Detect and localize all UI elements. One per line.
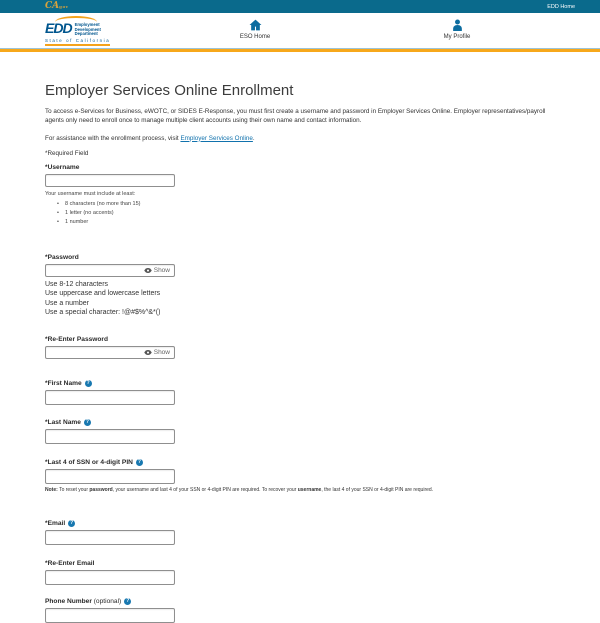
nav-eso-home[interactable] [220, 19, 290, 40]
site-header [0, 13, 600, 49]
first-name-label [45, 380, 555, 387]
reenter-email-label: *Re-Enter Email [45, 559, 95, 567]
reenter-email-field-group [45, 560, 555, 585]
edd-dept-line: Employment [74, 22, 100, 27]
email-input[interactable] [45, 530, 175, 545]
email-label [45, 520, 555, 527]
username-label: *Username [45, 163, 80, 171]
note-text: , your username and last 4 of your SSN or 4-digit PIN are required. To recover your [112, 486, 298, 493]
nav-eso-home-label: ESO Home [239, 34, 271, 40]
phone-optional-text: (optional) [91, 597, 122, 605]
edd-logo-tagline: State of California [45, 38, 110, 47]
password-rule: Use a special character: !@#$%^&*() [45, 309, 161, 317]
show-password-label: Show [153, 266, 170, 274]
ssn-pin-help-icon[interactable]: ? [137, 458, 141, 465]
reenter-password-input[interactable] [46, 349, 142, 356]
last-name-input[interactable] [45, 429, 175, 444]
email-label-text: *Email [45, 519, 66, 527]
last-name-label [45, 419, 555, 426]
assistance-line [45, 135, 555, 142]
email-field-group [45, 520, 555, 545]
intro-paragraph: To access e-Services for Business, eWOTC, or SIDES E-Response, you must first create a username and password in Employer Services Online. Employer representatives/payroll agents only need to enroll once to manage multiple client accounts using their own name and contact information. [45, 108, 546, 124]
reenter-password-label: *Re-Enter Password [45, 335, 109, 343]
phone-field-group [45, 598, 555, 623]
reenter-password-field-group [45, 336, 555, 359]
ssn-pin-note [45, 487, 555, 493]
note-bold: username [297, 486, 322, 493]
nav-my-profile-label: My Profile [443, 34, 471, 40]
last-name-label-text: *Last Name [45, 418, 81, 426]
first-name-help-icon[interactable]: ? [86, 379, 90, 386]
reenter-email-input[interactable] [45, 570, 175, 585]
password-rule: Use a number [45, 299, 89, 307]
note-text: , the last 4 of your SSN or 4-digit PIN are required. [321, 486, 434, 493]
username-rule: • 1 number [45, 218, 555, 227]
password-input-wrap [45, 264, 175, 277]
reenter-password-input-wrap [45, 346, 175, 359]
show-reenter-password-label: Show [153, 348, 170, 356]
password-rule: Use 8-12 characters [45, 280, 109, 288]
show-password-button[interactable] [142, 267, 174, 274]
edd-dept-line: Development [74, 26, 101, 32]
last-name-field-group [45, 419, 555, 444]
nav-my-profile[interactable] [422, 19, 492, 40]
email-help-icon[interactable]: ? [70, 519, 74, 526]
password-label: *Password [45, 253, 79, 261]
password-field-group [45, 254, 555, 318]
phone-input[interactable] [45, 608, 175, 623]
page-title: Employer Services Online Enrollment [45, 82, 294, 99]
home-icon [249, 19, 262, 31]
password-input[interactable] [46, 267, 142, 274]
password-rule: Use uppercase and lowercase letters [45, 290, 161, 298]
username-input[interactable] [45, 174, 175, 187]
first-name-field-group [45, 380, 555, 405]
edd-logo[interactable] [45, 16, 110, 46]
assistance-text: For assistance with the enrollment process, visit [45, 134, 181, 142]
phone-label [45, 598, 555, 605]
edd-logo-acronym: EDD [45, 20, 72, 36]
note-bold: Note: [45, 486, 58, 493]
phone-label-text: Phone Number [45, 597, 92, 605]
ca-gov-logo[interactable] [45, 1, 68, 12]
ca-gov-logo-text: CA [45, 1, 60, 11]
show-reenter-password-button[interactable] [142, 349, 174, 356]
ssn-pin-label-text: *Last 4 of SSN or 4-digit PIN [45, 458, 133, 466]
eye-icon [144, 268, 152, 273]
ssn-pin-label [45, 459, 555, 466]
assistance-period: . [252, 134, 255, 142]
eye-icon [144, 350, 152, 355]
ssn-pin-input[interactable] [45, 469, 175, 484]
person-icon [452, 19, 463, 31]
username-rule: • 8 characters (no more than 15) [45, 200, 555, 209]
phone-help-icon[interactable]: ? [126, 597, 130, 604]
username-rules-list [45, 200, 555, 227]
username-rules-intro: Your username must include at least: [45, 190, 136, 197]
edd-home-link[interactable]: EDD Home [547, 3, 575, 10]
first-name-input[interactable] [45, 390, 175, 405]
ssn-pin-field-group [45, 459, 555, 493]
edd-logo-department-lines [75, 23, 101, 37]
required-field-note: *Required Field [45, 149, 89, 157]
username-rule: • 1 letter (no accents) [45, 209, 555, 218]
last-name-help-icon[interactable]: ? [85, 418, 89, 425]
top-utility-bar [0, 0, 600, 13]
password-rules [45, 280, 555, 318]
first-name-label-text: *First Name [45, 379, 82, 387]
note-text: To reset your [57, 486, 90, 493]
employer-services-online-link[interactable]: Employer Services Online [180, 134, 253, 142]
ca-gov-logo-suffix: gov [59, 4, 69, 9]
note-bold: password [89, 486, 113, 493]
edd-dept-line: Department [74, 31, 98, 37]
username-field-group [45, 164, 555, 227]
main-content [0, 52, 600, 623]
